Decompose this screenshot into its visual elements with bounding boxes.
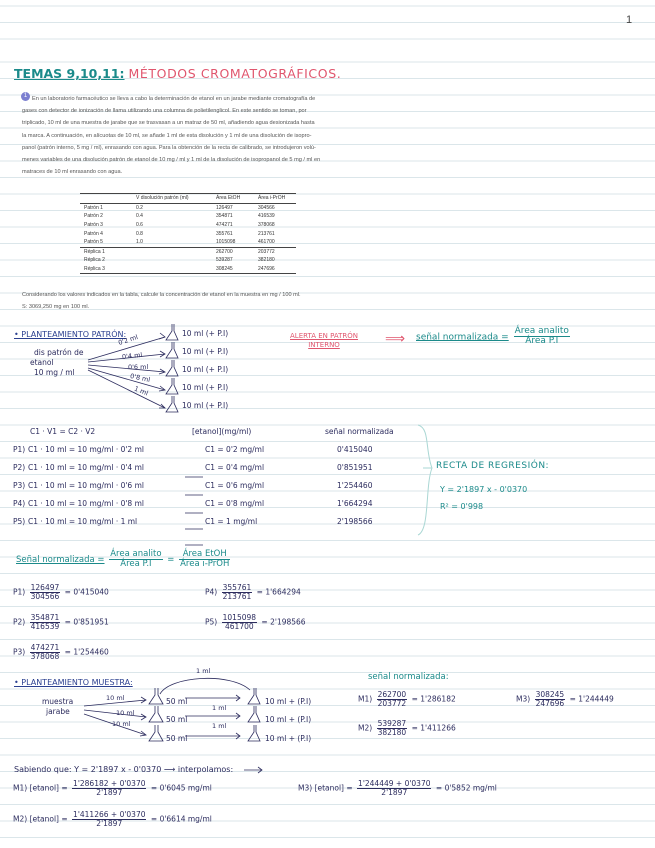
table-header: V disolución patrón (ml) [136,195,189,202]
muestra-mid-flask: 50 ml [166,734,188,743]
interpolation-intro: Sabiendo que: Y = 2'1897 x - 0'0370 ⟶ interpolamos: [14,765,234,774]
muestra-top-transfer: 1 ml [196,667,211,675]
muestra-heading: • PLANTEAMIENTO MUESTRA: [14,678,133,687]
alert-note: ALERTA EN PATRÓN INTERNO [290,332,359,349]
muestra-volume: 10 ml [106,694,125,702]
muestra-calc: M3) $\frac{308245}{247696}$ = 1'244449 [516,690,614,708]
statement-line: En un laboratorio farmacéutico se lleva a cabo la determinación de etanol en un jarabe mediante cromatografía de [32,96,316,102]
interpolation-row: M3) [etanol] = $\frac{1'244449 + 0'0370}{2'1897}$ = 0'5852 mg/ml [298,779,497,797]
table-row: Patrón 3 0.6 474271 378068 [84,222,275,229]
patron-flask-label: 10 ml (+ P.I) [182,329,229,338]
dilution-signal-header: señal normalizada [325,427,394,436]
statement-line: la marca. A continuación, en alícuotas de 10 ml, se añade 1 ml de esta disolución y 1 ml de una disolución de isopro- [22,132,312,139]
table-row: Patrón 4 0.8 355761 213761 [84,230,275,237]
muestra-calc: M2) $\frac{539287}{382180}$ = 1'411266 [358,719,456,737]
table-row: Réplica 3 308245 247696 [80,265,296,274]
problem-question: Considerando los valores indicados en la tabla, calcule la concentración de etanol en la muestra en mg / 100 ml. [22,292,301,298]
regression-r2: R² = 0'998 [440,502,484,511]
statement-line: gases con detector de ionización de llama utilizando una columna de polietilenglicol. En este sentido se toman, por [22,108,307,115]
table-row: Réplica 2 539287 382180 [84,257,275,264]
table-header: Área EtOH [216,195,241,202]
patron-calc: P5) $\frac{1015098}{461700}$ = 2'198566 [205,613,306,631]
interpolation-row: M2) [etanol] = $\frac{1'411266 + 0'0370}{2'1897}$ = 0'6614 mg/ml [13,810,212,828]
patron-calc: P2) $\frac{354871}{416539}$ = 0'851951 [13,613,109,631]
muestra-source: muestra jarabe [42,697,74,716]
muestra-mid-flask: 50 ml [166,715,188,724]
title-subject: MÉTODOS CROMATOGRÁFICOS. [128,66,342,81]
title-topics: TEMAS 9,10,11: [14,66,125,81]
muestra-signal-heading: señal normalizada: [368,672,449,682]
patron-volume: 0'4 ml [121,350,143,362]
signal-definition: señal normalizada = $\frac{\text{Área analito}}{\text{Área P.I}}$ [416,326,569,347]
muestra-calc: M1) $\frac{262700}{203772}$ = 1'286182 [358,690,456,708]
signal-formula: Señal normalizada = $\frac{\text{Área analito}}{\text{Área P.I}}$ = $\frac{\text{Área EtOH}}{\text{Área i-PrOH}}$ [16,549,230,569]
statement-line: matraces de 10 ml enrasando con agua. [22,169,123,176]
patron-calc: P4) $\frac{355761}{213761}$ = 1'664294 [205,583,301,601]
patron-volume: 0'8 ml [129,371,151,385]
patron-flask-label: 10 ml (+ P.I) [182,383,229,392]
problem-number-badge: 1 [21,92,30,101]
patron-volume: 0'2 ml [117,333,140,347]
dilution-formula: C1 · V1 = C2 · V2 [30,427,96,436]
regression-equation: Y = 2'1897 x - 0'0370 [440,485,528,494]
page-number: 1 [626,14,633,26]
muestra-volume: 10 ml [112,720,131,728]
muestra-volume: 10 ml [116,709,135,717]
patron-volume: 1 ml [133,384,150,398]
interpolation-row: M1) [etanol] = $\frac{1'286182 + 0'0370}{2'1897}$ = 0'6045 mg/ml [13,779,212,797]
statement-line: panol (patrón interno, 5 mg / ml), enrasando con agua. Para la obtención de la recta de calibrado, se introdujeron volú- [22,144,316,151]
muestra-end-flask: 10 ml + (P.I) [265,697,312,706]
muestra-transfer: 1 ml [212,704,227,712]
implies-arrow: ⟹ [385,330,406,346]
table-row: Patrón 1 0.2 126497 304566 [84,204,275,211]
table-row: Patrón 2 0.4 354871 416539 [84,213,275,220]
patron-flask-label: 10 ml (+ P.I) [182,401,229,410]
patron-source: dis patrón de etanol 10 mg / ml [30,348,84,377]
patron-heading: • PLANTEAMIENTO PATRÓN: [14,330,127,339]
table-header: Área i-PrOH [258,195,286,202]
regression-title: RECTA DE REGRESIÓN: [436,461,550,471]
muestra-end-flask: 10 ml + (P.I) [265,715,312,724]
dilution-conc-header: [etanol](mg/ml) [192,427,252,436]
muestra-transfer: 1 ml [212,722,227,730]
table-row: Réplica 1 262700 203772 [80,247,296,256]
problem-solution: S: 3069,250 mg en 100 ml. [22,304,90,310]
muestra-mid-flask: 50 ml [166,697,188,706]
statement-line: menes variables de una disolución patrón de etanol de 10 mg / ml y 1 ml de la disolución de isopropanol de 5 mg / ml en [22,157,321,164]
patron-calc: P1) $\frac{126497}{304566}$ = 0'415040 [13,583,109,601]
patron-volume: 0'6 ml [128,363,149,371]
muestra-end-flask: 10 ml + (P.I) [265,734,312,743]
table-row: Patrón 5 1.0 1015098 461700 [84,239,275,246]
patron-flask-label: 10 ml (+ P.I) [182,347,229,356]
patron-calc: P3) $\frac{474271}{378068}$ = 1'254460 [13,643,109,661]
statement-line: triplicado, 10 ml de una muestra de jarabe que se trasvasan a un matraz de 50 ml, añadiendo agua desionizada hasta [22,120,315,127]
patron-flask-label: 10 ml (+ P.I) [182,365,229,374]
